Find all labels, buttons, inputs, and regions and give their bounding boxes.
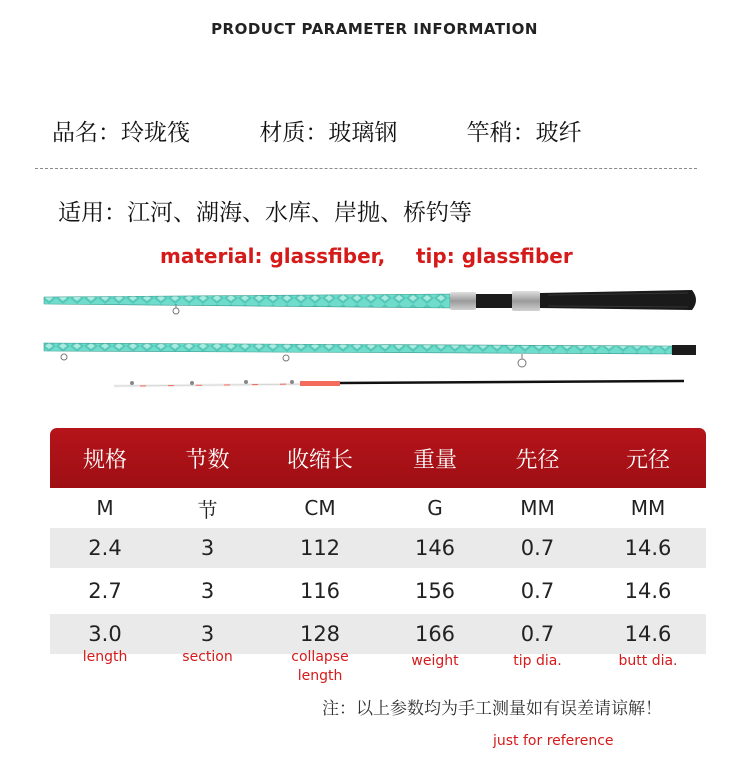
unit-cell: MM: [520, 496, 555, 520]
table-cell: 14.6: [624, 622, 672, 646]
rod-tip-section: [114, 380, 684, 386]
unit-cell: G: [427, 496, 443, 520]
table-units-row: [50, 488, 706, 528]
table-cell: 0.7: [520, 536, 555, 560]
table-cell: 2.4: [88, 536, 122, 560]
table-cell: 166: [414, 622, 456, 646]
table-cell: 3: [200, 536, 215, 560]
measurement-note: 注：以上参数均为手工测量如有误差请谅解！: [322, 699, 662, 719]
usage-line: 适用：江河、湖海、水库、岸抛、桥钓等: [58, 200, 472, 226]
product-tip: 竿稍：玻纤: [466, 120, 582, 146]
english-labels-row: [50, 648, 706, 686]
product-name: 品名：玲珑筏: [52, 120, 190, 146]
rod-middle-section: [44, 343, 696, 367]
page-title: PRODUCT PARAMETER INFORMATION: [211, 20, 538, 38]
rod-sections-image: [0, 280, 749, 400]
table-cell: 14.6: [624, 536, 672, 560]
label-length: length: [82, 649, 128, 665]
header-cell: 先径: [515, 447, 560, 473]
table-cell: 112: [299, 536, 341, 560]
table-cell: 2.7: [88, 579, 122, 603]
table-cell: 3: [200, 579, 215, 603]
unit-cell: 节: [197, 497, 218, 522]
reference-note: just for reference: [493, 733, 614, 749]
spec-line: [52, 114, 582, 147]
unit-cell: CM: [304, 496, 336, 520]
table-header-row: [50, 428, 706, 488]
parameter-table: [50, 428, 706, 654]
table-cell: 156: [414, 579, 456, 603]
header-cell: 收缩长: [286, 447, 353, 473]
table-cell: 14.6: [624, 579, 672, 603]
unit-cell: M: [96, 496, 114, 520]
product-material: 材质：玻璃钢: [259, 120, 398, 146]
table-cell: 3: [200, 622, 215, 646]
header-cell: 规格: [82, 447, 127, 473]
label-tip-dia: tip dia.: [513, 653, 562, 669]
material-note: material: glassfiber,: [160, 244, 386, 268]
label-collapse-length: collapse length: [291, 649, 349, 684]
table-row: [50, 528, 706, 568]
rod-butt-section: [44, 290, 696, 314]
table-cell: 128: [299, 622, 341, 646]
header-cell: 重量: [412, 447, 457, 473]
dashed-divider: [35, 168, 697, 169]
table-cell: 0.7: [520, 579, 555, 603]
table-cell: 0.7: [520, 622, 555, 646]
table-cell: 116: [299, 579, 341, 603]
header-cell: 节数: [185, 447, 230, 473]
label-weight: weight: [411, 653, 459, 669]
tip-note: tip: glassfiber: [416, 244, 573, 268]
label-section: section: [182, 649, 233, 665]
table-cell: 3.0: [88, 622, 122, 646]
table-cell: 146: [414, 536, 456, 560]
header-cell: 元径: [625, 447, 670, 473]
unit-cell: MM: [630, 496, 666, 520]
table-row: [50, 568, 706, 614]
label-butt-dia: butt dia.: [618, 653, 678, 669]
